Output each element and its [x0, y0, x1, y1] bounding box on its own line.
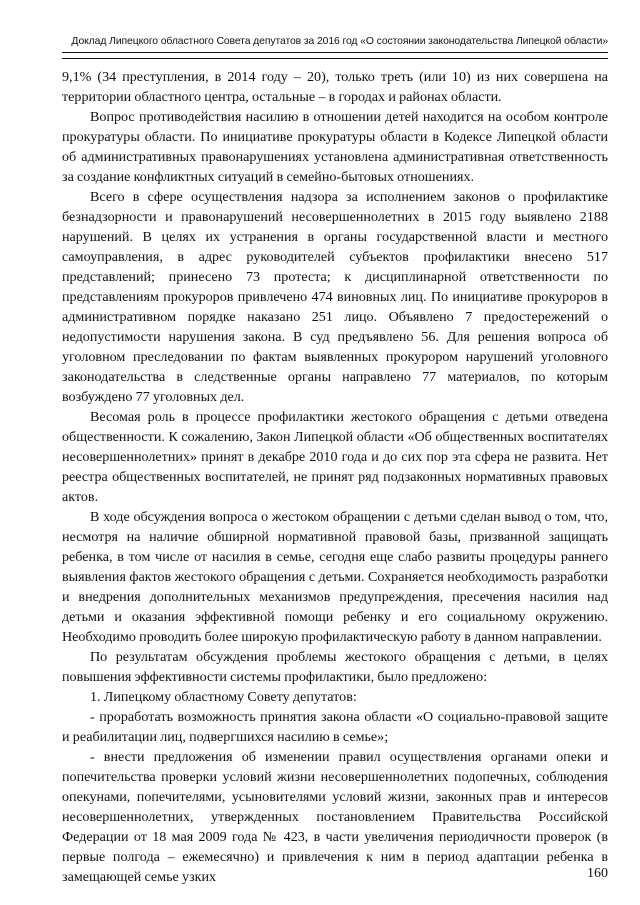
list-item: - внести предложения об изменении правил осуществления органами опеки и попечительства проверки условий жизни несовершеннолетних подопечных, соблюдения опекунами, попечителями, усыновителями условий жизни, законных прав и интересов несовершеннолетних, утвержденных постановлением Правительства Российской Федерации от 18 мая 2009 года № 423, в части увеличения периодичности проверок (в первые полгода – ежемесячно) и привлечения к ним в период адаптации ребенка в замещающей семье узких [62, 749, 608, 885]
paragraph: По результатам обсуждения проблемы жестокого обращения с детьми, в целях повышения эффективности системы профилактики, было предложено: [62, 649, 608, 685]
running-header: Доклад Липецкого областного Совета депутатов за 2016 год «О состоянии законодательства Липецкой области» [71, 36, 608, 47]
list-heading: 1. Липецкому областному Совету депутатов: [90, 689, 357, 705]
page-number: 160 [587, 866, 608, 881]
paragraph: Весомая роль в процессе профилактики жестокого обращения с детьми отведена общественности. К сожалению, Закон Липецкой области «Об общественных воспитателях несовершеннолетних» принят в декабре 2010 года и до сих пор эта сфера не развита. Нет реестра общественных воспитателей, не принят ряд подзаконных нормативных правовых актов. [62, 409, 608, 505]
paragraph: В ходе обсуждения вопроса о жестоком обращении с детьми сделан вывод о том, что, несмотря на наличие обширной нормативной правовой базы, призванной защищать ребенка, в том числе от насилия в семье, сегодня еще слабо развиты процедуры раннего выявления фактов жестокого обращения с детьми. Сохраняется необходимость разработки и внедрения дополнительных механизмов предупреждения, пресечения насилия над детьми и оказания эффективной помощи ребенку и его социальному окружению. Необходимо проводить более широкую профилактическую работу в данном направлении. [62, 509, 608, 645]
paragraph: Вопрос противодействия насилию в отношении детей находится на особом контроле прокуратуры области. По инициативе прокуратуры области в Кодексе Липецкой области об административных правонарушениях установлена административная ответственность за создание конфликтных ситуаций в семейно-бытовых отношениях. [62, 109, 608, 185]
paragraph: 9,1% (34 преступления, в 2014 году – 20), только треть (или 10) из них совершена на территории областного центра, остальные – в городах и районах области. [62, 69, 608, 105]
paragraph: Всего в сфере осуществления надзора за исполнением законов о профилактике безнадзорности и правонарушений несовершеннолетних в 2015 году выявлено 2188 нарушений. В целях их устранения в органы государственной власти и местного самоуправления, в адрес руководителей субъектов профилактики внесено 517 представлений; принесено 73 протеста; к дисциплинарной ответственности по представлениям прокуроров привлечено 474 виновных лиц. По инициативе прокуроров в административном порядке наказано 251 лицо. Объявлено 7 предостережений о недопустимости нарушения закона. В суд предъявлено 56. Для решения вопроса об уголовном преследовании по фактам выявленных прокурором нарушений уголовного законодательства в следственные органы направлено 77 материалов, по которым возбуждено 77 уголовных дел. [62, 189, 608, 405]
document-body [62, 67, 608, 887]
header-rule [62, 52, 608, 59]
list-item: - проработать возможность принятия закона области «О социально-правовой защите и реабилитации лиц, подвергшихся насилию в семье»; [62, 709, 608, 745]
